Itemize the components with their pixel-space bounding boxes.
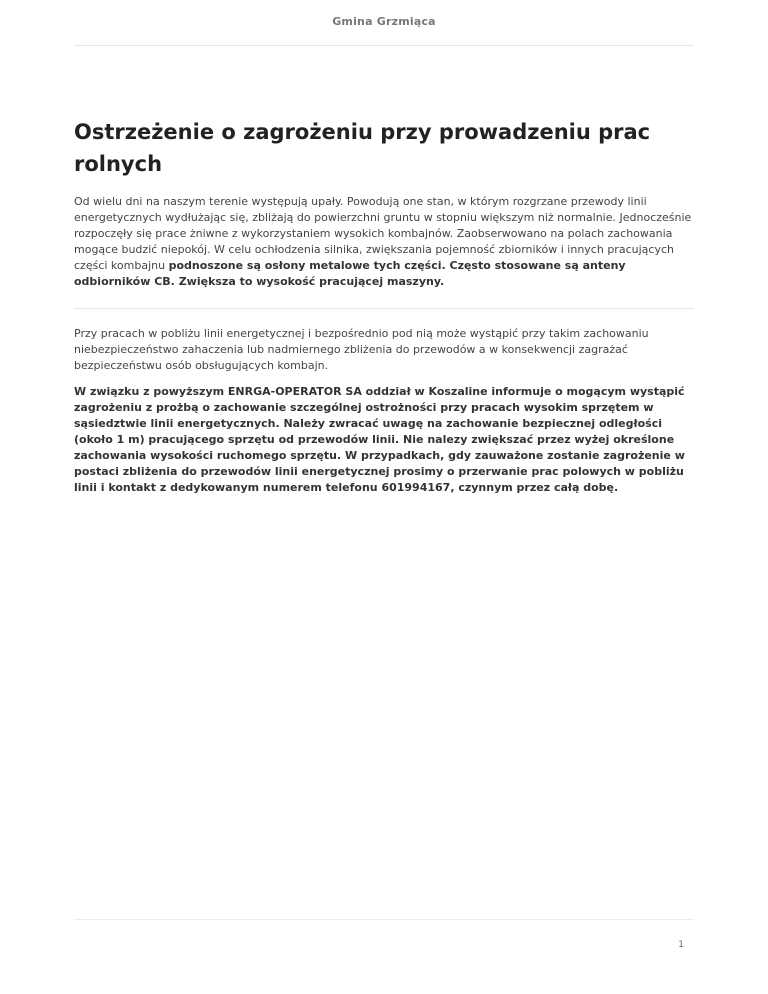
section-divider	[74, 308, 694, 309]
article-title: Ostrzeżenie o zagrożeniu przy prowadzeniu prac rolnych	[74, 120, 651, 176]
page-header	[74, 0, 694, 46]
paragraph-notice: W związku z powyższym ENRGA-OPERATOR SA oddział w Koszaline informuje o mogącym wystąpić zagrożeniu z prożbą o zachowanie szczególnej ostrożności przy pracach wysokim sprzętem w sąsiedztwie linii energetycznych. Należy zwracać uwagę na zachowanie bezpiecznej odległości (około 1 m) pracującego sprzętu od przewodów linii. Nie nalezy zwiększać przez wyżej określone zachowania wysokości ruchomego sprzętu. W przypadkach, gdy zauważone zostanie zagrożenie w postaci zbliżenia do przewodów linii energetycznej prosimy o przerwanie prac polowych w pobliżu linii i kontakt z dedykowanym numerem telefonu 601994167, czynnym przez całą dobę.	[74, 385, 685, 494]
paragraph-intro-bold: podnoszone są osłony metalowe tych części. Często stosowane są anteny odbiorników CB. Zwiększa to wysokość pracującej maszyny.	[74, 259, 626, 288]
site-name: Gmina Grzmiąca	[332, 15, 436, 28]
paragraph-danger: Przy pracach w pobliżu linii energetycznej i bezpośrednio pod nią może wystąpić przy takim zachowaniu niebezpieczeństwo zahaczenia lub nadmiernego zbliżenia do przewodów a w konsekwencji zagrażać bezpieczeństwu osób obsługujących kombajn.	[74, 327, 649, 372]
paragraph-intro-text: Od wielu dni na naszym terenie występują upały. Powodują one stan, w którym rozgrzane przewody linii energetycznych wydłużając się, zbliżają do powierzchni gruntu w stopniu większym niż normalnie. Jednocześnie rozpoczęły się prace żniwne z wykorzystaniem wysokich kombajnów. Zaobserwowano na polach zachowania mogące budzić niepokój. W celu ochłodzenia silnika, zwiększania pojemność zbiorników i innych pracujących części kombajnu	[74, 195, 692, 272]
page-footer	[74, 919, 694, 980]
page-number: 1	[678, 940, 684, 950]
paragraph-intro	[74, 194, 694, 290]
article	[74, 116, 694, 496]
